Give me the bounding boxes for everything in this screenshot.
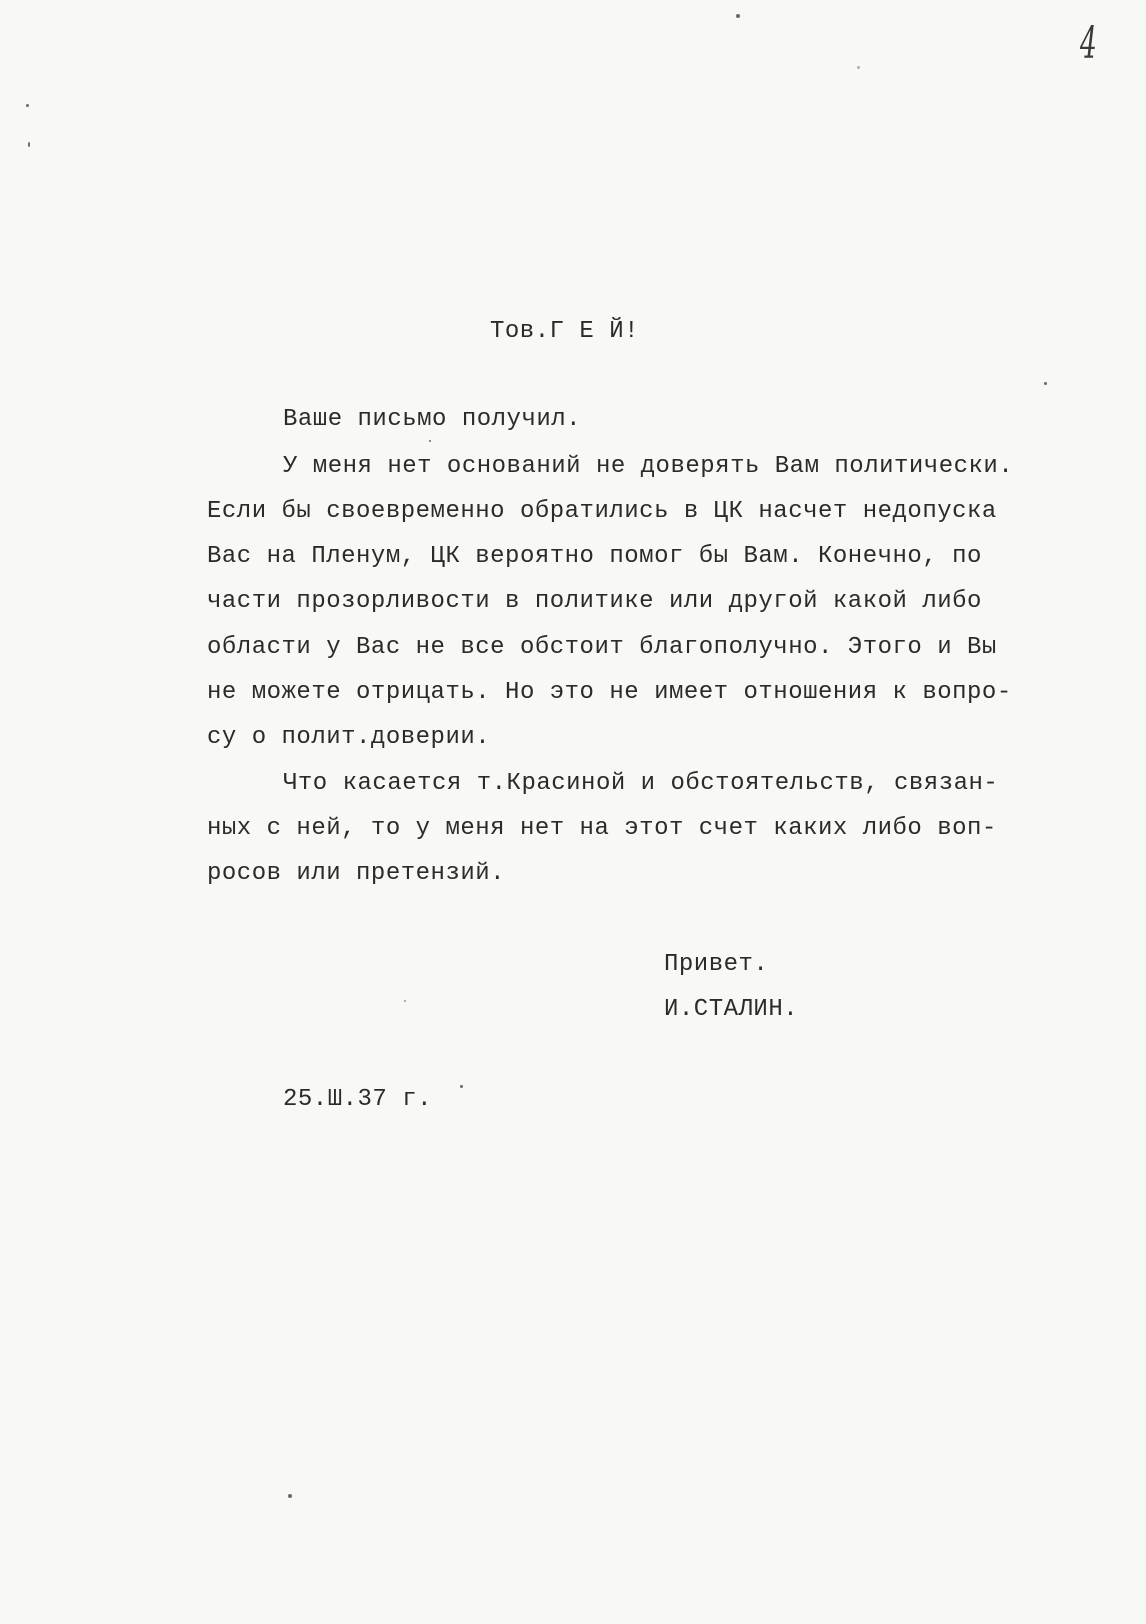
paper-speck <box>460 1085 463 1088</box>
body-line: ных с ней, то у меня нет на этот счет каких либо воп- <box>207 815 997 842</box>
folio-number: 4 <box>1080 18 1097 69</box>
paper-speck <box>429 440 431 442</box>
body-line: не можете отрицать. Но это не имеет отношения к вопро- <box>207 679 1012 706</box>
salutation: Тов.Г Е Й! <box>490 318 640 345</box>
document-date: 25.Ш.37 г. <box>283 1086 433 1113</box>
paper-speck <box>404 1000 406 1002</box>
paper-speck <box>26 104 29 107</box>
signature: И.СТАЛИН. <box>664 996 799 1023</box>
body-line: росов или претензий. <box>207 860 506 887</box>
body-line: Ваше письмо получил. <box>283 406 582 433</box>
paper-speck <box>857 66 860 69</box>
paper-speck <box>1044 382 1047 385</box>
body-line: У меня нет оснований не доверять Вам политически. <box>283 453 1014 480</box>
paper-speck <box>288 1494 292 1498</box>
body-line: су о полит.доверии. <box>207 724 491 751</box>
body-line: Вас на Пленум, ЦК вероятно помог бы Вам. Конечно, по <box>207 543 982 570</box>
body-line: Что касается т.Красиной и обстоятельств, связан- <box>283 770 999 797</box>
body-line: области у Вас не все обстоит благополучно. Этого и Вы <box>207 634 997 661</box>
paper-speck <box>28 142 30 147</box>
paper-speck <box>736 14 740 18</box>
body-line: Если бы своевременно обратились в ЦК насчет недопуска <box>207 498 997 525</box>
closing-greeting: Привет. <box>664 951 769 978</box>
body-line: части прозорливости в политике или другой какой либо <box>207 588 982 615</box>
